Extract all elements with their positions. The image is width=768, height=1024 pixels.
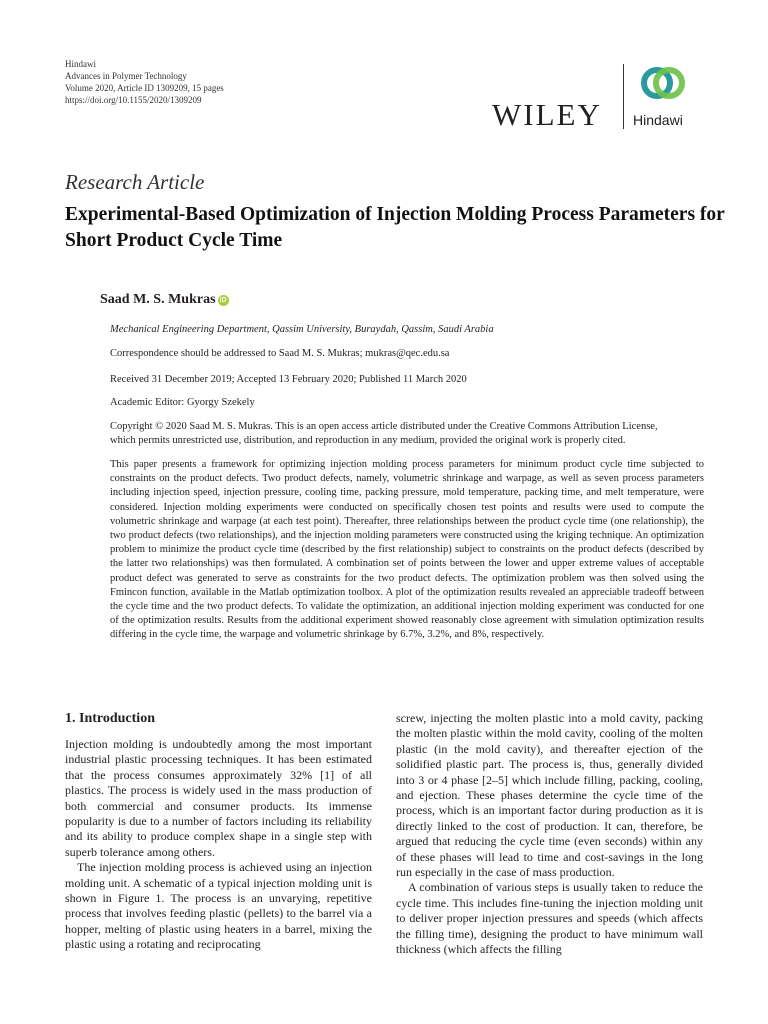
doi-link[interactable]: https://doi.org/10.1155/2020/1309209 <box>65 95 202 105</box>
logo-divider <box>623 64 624 129</box>
copyright-line-2: which permits unrestricted use, distribution, and reproduction in any medium, provided the original work is properly cited. <box>110 435 626 446</box>
academic-editor: Academic Editor: Gyorgy Szekely <box>110 397 255 408</box>
author-line <box>100 292 229 308</box>
paragraph: The injection molding process is achieved using an injection molding unit. A schematic of a typical injection molding unit is shown in Figure 1. The process is an unvarying, repetitive process that involves feeding plastic (pellets) to the barrel via a hopper, melting of plastic using heaters in a barrel, mixing the plastic using a rotating and reciprocating <box>65 860 372 952</box>
volume-info: Volume 2020, Article ID 1309209, 15 pages <box>65 83 224 93</box>
publisher-name: Hindawi <box>65 59 96 69</box>
copyright <box>110 420 658 448</box>
correspondence: Correspondence should be addressed to Saad M. S. Mukras; mukras@qec.edu.sa <box>110 348 450 359</box>
left-column <box>65 711 372 953</box>
article-title: Experimental-Based Optimization of Injection Molding Process Parameters for Short Product Cycle Time <box>65 204 725 251</box>
author-name: Saad M. S. Mukras <box>100 292 216 307</box>
paragraph: screw, injecting the molten plastic into a mold cavity, packing the molten plastic within the mold cavity, cooling of the molten plastic (in the mold cavity), and thereafter ejection of the solidified plastic part. The process is, thus, generally divided into 3 or 4 phase [2–5] which include filling, packing, cooling, and ejection. These phases determine the cycle time of the process, which is an important factor during production as it is directly linked to the cost of production. It can, therefore, be argued that reducing the cycle time (even seconds) within any of these phases will lead to time and cost-savings in the long run especially in the case of mass production. <box>396 711 703 880</box>
orcid-icon[interactable]: iD <box>219 297 227 304</box>
hindawi-logo-icon <box>638 62 688 110</box>
article-dates: Received 31 December 2019; Accepted 13 February 2020; Published 11 March 2020 <box>110 374 467 385</box>
hindawi-logo-text: Hindawi <box>633 112 683 128</box>
paragraph: Injection molding is undoubtedly among the most important industrial plastic processing techniques. It has been estimated that the process consumes approximately 32% [1] of all plastics. The process is widely used in the mass production of both commercial and consumer products. Its immense popularity is due to a number of factors including its reliability and its ability to produce complex shape in a single step with superb tolerance among others. <box>65 737 372 859</box>
wiley-logo: WILEY <box>492 97 602 132</box>
affiliation: Mechanical Engineering Department, Qassim University, Buraydah, Qassim, Saudi Arabia <box>110 324 494 335</box>
copyright-line-1: Copyright © 2020 Saad M. S. Mukras. This is an open access article distributed under the Creative Commons Attribution License, <box>110 421 658 432</box>
paragraph: A combination of various steps is usually taken to reduce the cycle time. This includes fine-tuning the injection molding unit to deliver proper injection pressures and speeds (which affects the filling time), designing the product to have minimum wall thickness (which affects the filling <box>396 880 703 957</box>
journal-name: Advances in Polymer Technology <box>65 71 187 81</box>
article-type: Research Article <box>65 170 205 194</box>
right-column <box>396 711 703 958</box>
abstract: This paper presents a framework for optimizing injection molding process parameters for minimum product cycle time subjected to constraints on the product defects. Two product defects, namely, volumetric shrinkage and warpage, as well as seven process parameters including injection speed, injection pressure, cooling time, packing pressure, mold temperature, packing time, and melt temperature, were considered. Injection molding experiments were conducted on specifically chosen test points and results were used to compute the volumetric shrinkage and warpage (at each test point). Thereafter, three relationships between the product cycle time (one relationship), the two product defects (two relationships), and the injection molding parameters were constructed using the kriging technique. An optimization problem to minimize the product cycle time (described by the first relationship) subject to constraints on the product defects (described by the latter two relationships) was then formulated. A combination set of points between the lower and upper extreme values of acceptable product defect was generated to serve as constraints for the two product defects. The optimization problem was then solved using the Fmincon function, available in the Matlab optimization toolbox. A plot of the optimization results revealed an appreciable tradeoff between the cycle time and the two product defects. To validate the optimization, an additional injection molding experiment was conducted for one of the optimization results. Results from the additional experiment showed reasonably close agreement with simulation optimization results differing in the cycle time, the warpage and volumetric shrinkage by 6.7%, 3.2%, and 8%, respectively. <box>110 459 704 641</box>
section-heading: 1. Introduction <box>65 711 155 726</box>
journal-info <box>65 58 224 106</box>
